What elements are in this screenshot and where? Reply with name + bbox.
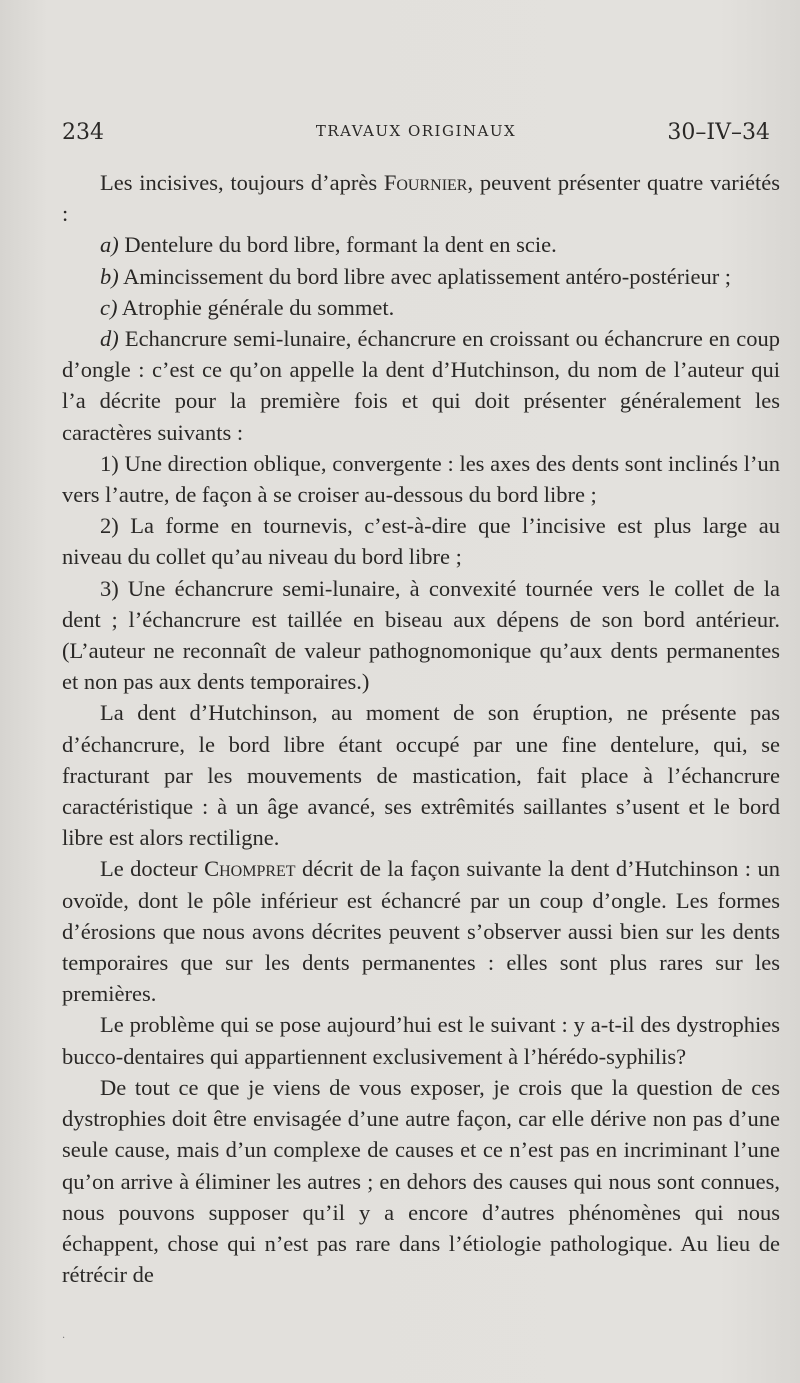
- text-run: , peuvent présenter quatre variétés :: [62, 170, 780, 227]
- page-number: 234: [62, 120, 104, 145]
- paragraph: [62, 1009, 780, 1071]
- list-marker: d): [100, 326, 119, 352]
- text-run: Les incisives, toujours d’après: [100, 170, 384, 195]
- page-mark: .: [62, 1330, 66, 1341]
- text-run: 2) La forme en tournevis, c’est-à-dire que l’incisive est plus large au niveau du collet qu’au niveau du bord libre ;: [62, 513, 780, 570]
- author-name: Chompret: [204, 856, 296, 882]
- text-run: Echancrure semi-lunaire, échancrure en croissant ou échancrure en coup d’ongle : c’est ce qu’on appelle la dent d’Hutchinson, du nom de l’auteur qui l’a décrite pour la première fois et qui doit présenter généralement les caractères suivants :: [62, 326, 780, 445]
- text-run: De tout ce que je viens de vous exposer, je crois que la question de ces dystrophies doit être envisagée d’une autre façon, car elle dérive non pas d’une seule cause, mais d’un complexe de causes et ce n’est pas en incriminant l’une qu’on arrive à éliminer les autres ; en dehors des causes qui nous sont connues, nous pouvons supposer qu’il y a encore d’autres phénomènes qui nous échappent, chose qui n’est pas rare dans l’étiologie pathologique. Au lieu de rétrécir de: [62, 1074, 780, 1288]
- list-marker: c): [100, 294, 118, 320]
- text-run: 3) Une échancrure semi-lunaire, à convexité tournée vers le collet de la dent ; l’échancrure est taillée en biseau aux dépens de son bord antérieur. (L’auteur ne reconnaît de valeur pathognomonique qu’aux dents permanentes et non pas aux dents temporaires.): [62, 575, 780, 695]
- paragraph: [62, 292, 780, 323]
- text-run: Le problème qui se pose aujourd’hui est le suivant : y a-t-il des dystrophies bucco-dentaires qui appartiennent exclusivement à l’hérédo-syphilis?: [62, 1012, 780, 1069]
- paragraph: [62, 448, 780, 510]
- text-run: La dent d’Hutchinson, au moment de son éruption, ne présente pas d’échancrure, le bord libre étant occupé par une fine dentelure, qui, se fracturant par les mouvements de mastication, fait place à l’échancrure caractéristique : à un âge avancé, ses extrêmités saillantes s’usent et le bord libre est alors rectiligne.: [62, 700, 780, 851]
- text-run: Le docteur: [100, 856, 205, 882]
- paragraph: [62, 1072, 780, 1290]
- paragraph: [62, 697, 780, 853]
- running-header: [62, 118, 770, 148]
- text-run: décrit de la façon suivante la dent d’Hutchinson : un ovoïde, dont le pôle inférieur est échancré par un coup d’ongle. Les formes d’érosions que nous avons décrites peuvent s’observer aussi bien sur les dents temporaires que sur les dents permanentes : elles sont plus rares sur les premières.: [62, 856, 780, 1007]
- paragraph: [62, 573, 780, 698]
- text-run: Atrophie générale du sommet.: [117, 294, 395, 320]
- paragraph: [62, 229, 780, 260]
- author-name: Fournier: [383, 170, 468, 195]
- paragraph: [62, 510, 780, 572]
- body-text: [62, 167, 780, 1290]
- paragraph: [62, 261, 780, 292]
- paragraph: [62, 323, 780, 448]
- text-run: Dentelure du bord libre, formant la dent en scie.: [118, 232, 557, 258]
- header-date: 30–IV–34: [667, 120, 770, 145]
- text-run: Amincissement du bord libre avec aplatissement antéro-postérieur ;: [118, 263, 732, 289]
- running-title: TRAVAUX ORIGINAUX: [315, 122, 517, 140]
- list-marker: b): [100, 263, 119, 289]
- text-run: 1) Une direction oblique, convergente : les axes des dents sont inclinés l’un vers l’autre, de façon à se croiser au-dessous du bord libre ;: [62, 450, 780, 508]
- paragraph: [62, 167, 780, 229]
- paragraph: [62, 853, 780, 1009]
- list-marker: a): [100, 232, 119, 258]
